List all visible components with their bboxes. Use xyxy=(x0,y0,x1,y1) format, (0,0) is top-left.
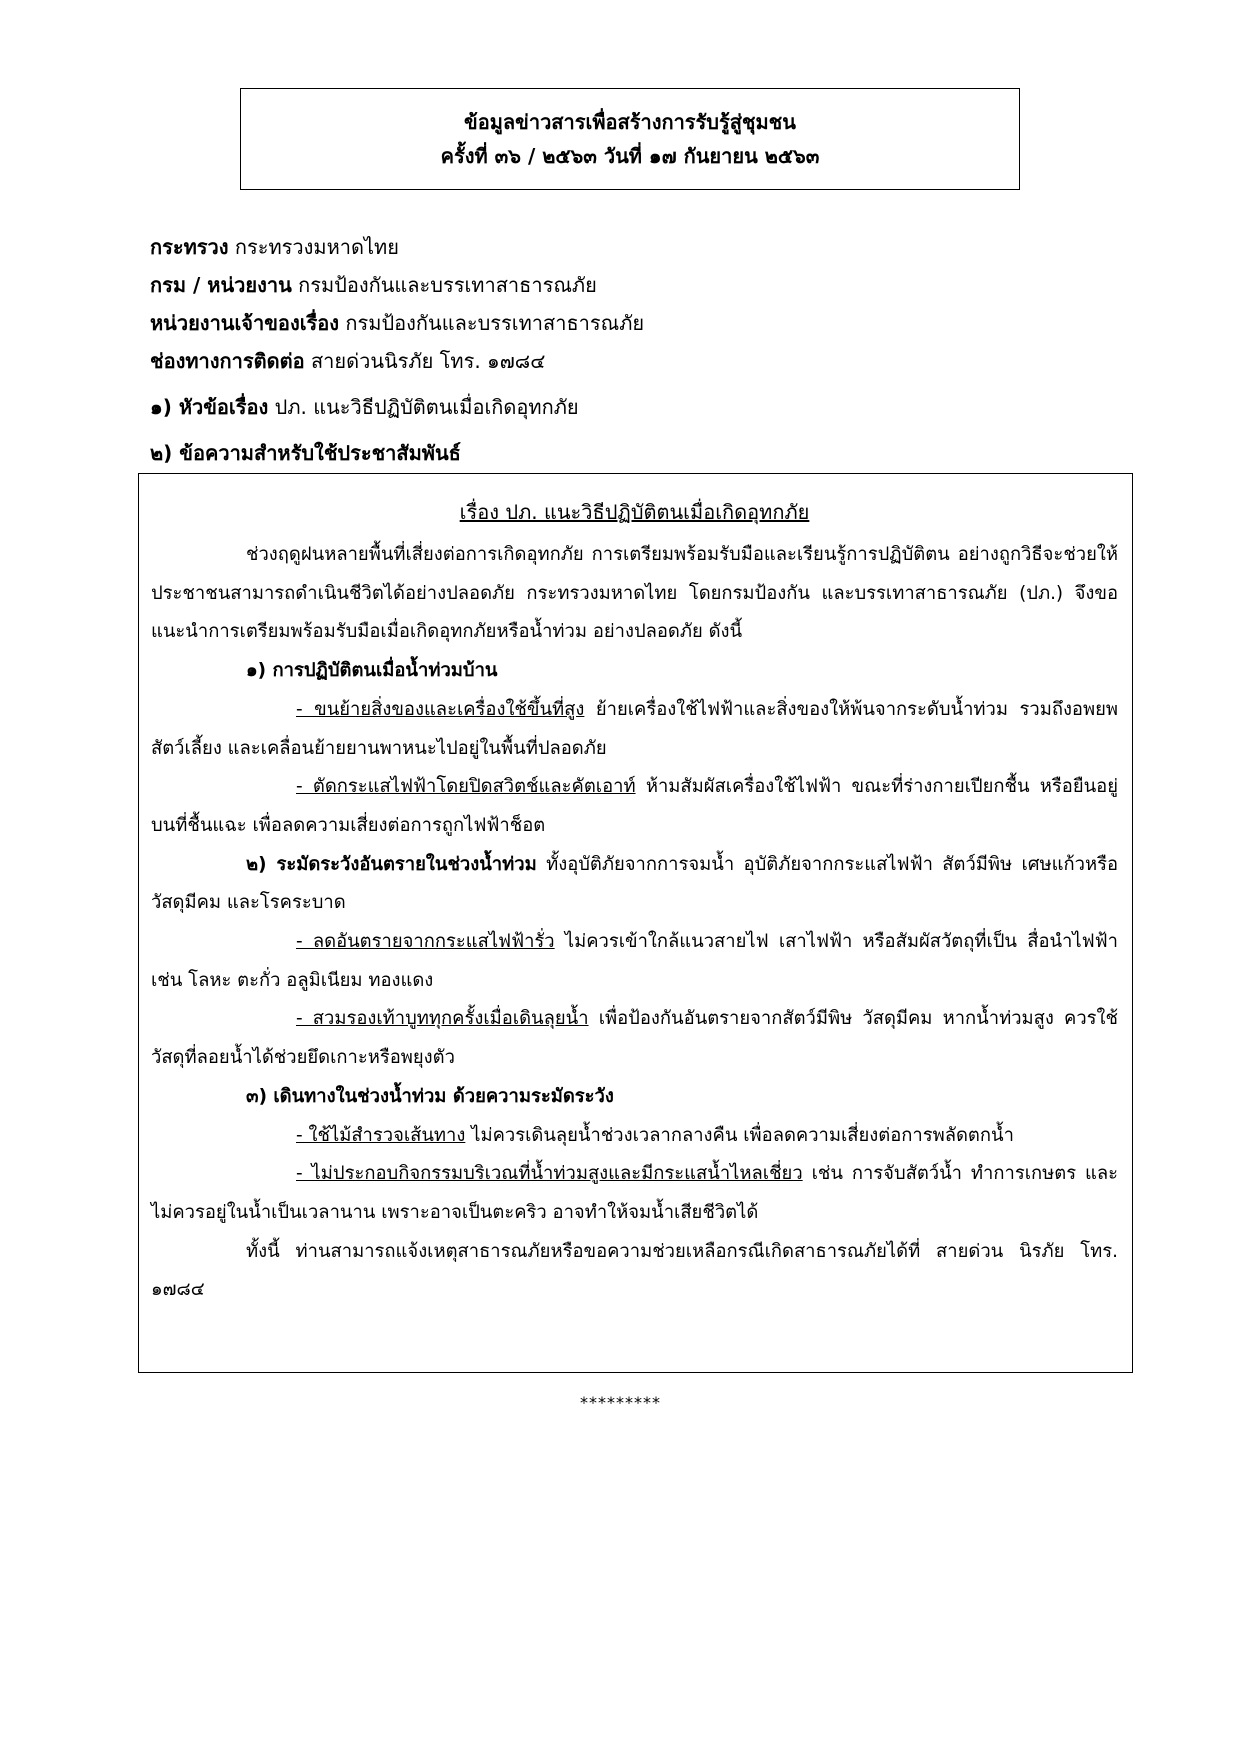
section-2-heading: ๒) ระมัดระวังอันตรายในช่วงน้ำท่วม xyxy=(246,853,537,875)
section-1-bullet-2 xyxy=(151,768,1118,845)
meta-contact xyxy=(150,342,1130,380)
meta-topic xyxy=(150,388,1130,426)
meta-contact-label: ช่องทางการติดต่อ xyxy=(150,349,305,373)
end-marker: ********* xyxy=(580,1393,661,1412)
meta-block xyxy=(150,228,1130,472)
section-1-bullet-1-lead: - ขนย้ายสิ่งของและเครื่องใช้ขึ้นที่สูง xyxy=(296,698,585,720)
section-2-bullet-1-lead: - ลดอันตรายจากกระแสไฟฟ้ารั่ว xyxy=(296,931,555,953)
meta-message-label: ๒) ข้อความสำหรับใช้ประชาสัมพันธ์ xyxy=(150,441,461,465)
section-3-heading: ๓) เดินทางในช่วงน้ำท่วม ด้วยความระมัดระวัง xyxy=(246,1085,614,1107)
section-1-bullet-1-text: ย้ายเครื่องใช้ไฟฟ้าและสิ่งของให้พ้นจากระดับน้ำท่วม รวมถึงอพยพสัตว์เลี้ยง และเคลื่อนย้ายยานพาหนะไปอยู่ในพื้นที่ปลอดภัย xyxy=(151,698,1118,759)
meta-ministry-value: กระทรวงมหาดไทย xyxy=(228,235,399,259)
section-2-bullet-1 xyxy=(151,923,1118,1000)
section-2-bullet-1-text: ไม่ควรเข้าใกล้แนวสายไฟ เสาไฟฟ้า หรือสัมผัสวัตถุที่เป็น สื่อนำไฟฟ้า เช่น โลหะ ตะกั่ว อลูมิเนียม ทองแดง xyxy=(151,931,1119,991)
header-box xyxy=(240,88,1020,190)
header-issue-date: ครั้งที่ ๓๖ / ๒๕๖๓ วันที่ ๑๗ กันยายน ๒๕๖๓ xyxy=(440,144,820,168)
section-3-bullet-1 xyxy=(151,1117,1118,1156)
section-3-bullet-1-lead: - ใช้ไม้สำรวจเส้นทาง xyxy=(296,1124,466,1146)
meta-topic-label: หัวข้อเรื่อง xyxy=(178,395,269,419)
section-3-bullet-1-text: ไม่ควรเดินลุยน้ำช่วงเวลากลางคืน เพื่อลดความเสี่ยงต่อการพลัดตกน้ำ xyxy=(465,1124,1014,1146)
meta-department-label: กรม / หน่วยงาน xyxy=(150,273,292,297)
section-3-bullet-2-lead: - ไม่ประกอบกิจกรรมบริเวณที่น้ำท่วมสูงและมีกระแสน้ำไหลเชี่ยว xyxy=(296,1163,803,1185)
meta-topic-value: ปภ. แนะวิธีปฏิบัติตนเมื่อเกิดอุทกภัย xyxy=(268,395,579,419)
section-2-bullet-2-text: เพื่อป้องกันอันตรายจากสัตว์มีพิษ วัสดุมีคม หากน้ำท่วมสูง ควรใช้วัสดุที่ลอยน้ำได้ช่วยยึดเกาะหรือพยุงตัว xyxy=(151,1008,1119,1069)
section-1-bullet-1 xyxy=(151,691,1118,768)
section-2 xyxy=(151,846,1118,923)
meta-department-value: กรมป้องกันและบรรเทาสาธารณภัย xyxy=(291,273,597,297)
header-title: ข้อมูลข่าวสารเพื่อสร้างการรับรู้สู่ชุมชน xyxy=(464,110,796,134)
closing-paragraph: ทั้งนี้ ท่านสามารถแจ้งเหตุสาธารณภัยหรือขอความช่วยเหลือกรณีเกิดสาธารณภัยได้ที่ สายด่วน นิรภัย โทร. ๑๗๘๔ xyxy=(151,1240,1118,1301)
meta-owner-value: กรมป้องกันและบรรเทาสาธารณภัย xyxy=(339,311,645,335)
pr-message-box xyxy=(138,473,1133,1373)
section-3-bullet-2-text: เช่น การจับสัตว์น้ำ ทำการเกษตร และไม่ควรอยู่ในน้ำเป็นเวลานาน เพราะอาจเป็นตะคริว อาจทำให้จมน้ำเสียชีวิตได้ xyxy=(151,1163,1118,1223)
section-2-bullet-2-lead: - สวมรองเท้าบูททุกครั้งเมื่อเดินลุยน้ำ xyxy=(296,1008,589,1030)
meta-topic-num: ๑) xyxy=(150,395,179,419)
meta-ministry xyxy=(150,228,1130,266)
meta-owner-label: หน่วยงานเจ้าของเรื่อง xyxy=(150,311,340,335)
section-1-bullet-2-lead: - ตัดกระแสไฟฟ้าโดยปิดสวิตช์และคัตเอาท์ xyxy=(296,776,636,798)
meta-contact-value: สายด่วนนิรภัย โทร. ๑๗๘๔ xyxy=(304,349,546,373)
meta-owner xyxy=(150,304,1130,342)
section-1-heading: ๑) การปฏิบัติตนเมื่อน้ำท่วมบ้าน xyxy=(246,660,498,682)
meta-ministry-label: กระทรวง xyxy=(150,235,229,259)
message-title: เรื่อง ปภ. แนะวิธีปฏิบัติตนเมื่อเกิดอุทกภัย xyxy=(459,500,810,524)
section-1-bullet-2-text: ห้ามสัมผัสเครื่องใช้ไฟฟ้า ขณะที่ร่างกายเปียกชื้น หรือยืนอยู่บนที่ชื้นแฉะ เพื่อลดความเสี่ยงต่อการถูกไฟฟ้าช็อต xyxy=(151,776,1118,836)
section-3-bullet-2 xyxy=(151,1155,1118,1232)
intro-paragraph: ช่วงฤดูฝนหลายพื้นที่เสี่ยงต่อการเกิดอุทกภัย การเตรียมพร้อมรับมือและเรียนรู้การปฏิบัติตน อย่างถูกวิธีจะช่วยให้ประชาชนสามารถดำเนินชีวิตได้อย่างปลอดภัย กระทรวงมหาดไทย โดยกรมป้องกัน และบรรเทาสาธารณภัย (ปภ.) จึงขอแนะนำการเตรียมพร้อมรับมือเมื่อเกิดอุทกภัยหรือน้ำท่วม อย่างปลอดภัย ดังนี้ xyxy=(151,544,1118,643)
section-2-bullet-2 xyxy=(151,1000,1118,1077)
section-2-text: ทั้งอุบัติภัยจากการจมน้ำ อุบัติภัยจากกระแสไฟฟ้า สัตว์มีพิษ เศษแก้วหรือวัสดุมีคม และโรคระบาด xyxy=(151,853,1118,914)
meta-department xyxy=(150,266,1130,304)
